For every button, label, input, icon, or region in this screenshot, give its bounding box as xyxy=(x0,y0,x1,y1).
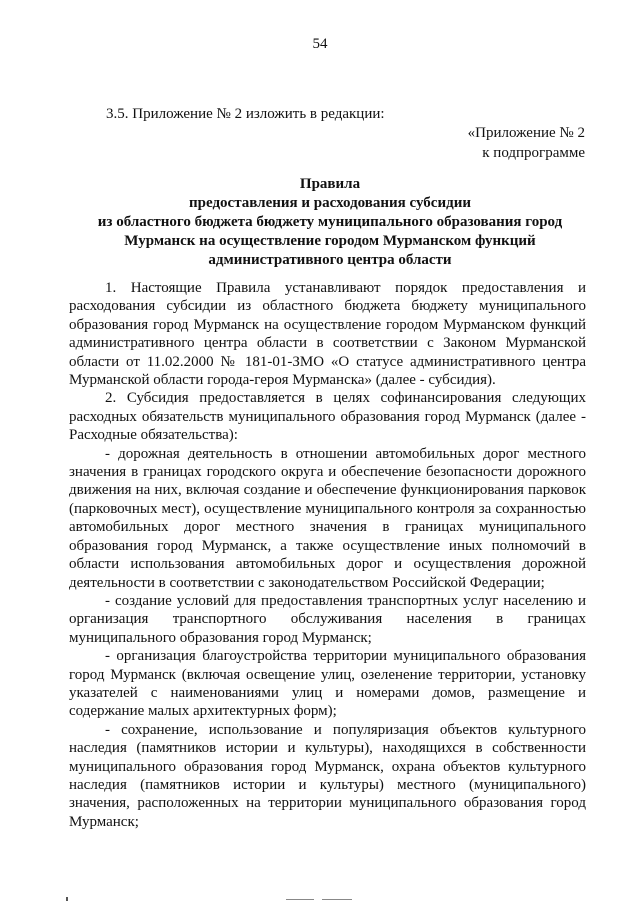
title-line-3: из областного бюджета бюджету муниципального образования город xyxy=(97,214,563,230)
paragraph-2: 2. Субсидия предоставляется в целях софинансирования следующих расходных обязательств муниципального образования город Мурманск (далее - Расходные обязательства): xyxy=(69,390,586,444)
annex-header xyxy=(468,123,585,163)
scan-mark xyxy=(66,897,68,901)
page-number: 54 xyxy=(312,36,328,52)
paragraph-3: - дорожная деятельность в отношении автомобильных дорог местного значения в границах городского округа и обеспечение безопасности дорожного движения на них, включая создание и обеспечение функционирования парковок (парковочных мест), осуществление муниципального контроля за сохранностью автомобильных дорог местного значения в границах муниципального образования город Мурманск, а также осуществление иных полномочий в области использования автомобильных дорог и осуществления дорожной деятельности в соответствии с законодательством Российской Федерации; xyxy=(69,445,586,591)
annex-header-line-2: к подпрограмме xyxy=(482,145,585,161)
scan-mark xyxy=(286,899,314,900)
paragraph-6: - сохранение, использование и популяризация объектов культурного наследия (памятников истории и культуры), находящихся в собственности муниципального образования город Мурманск, охрана объектов культурного наследия (памятников истории и культуры) местного (муниципального) значения, расположенных на территории муниципального образования город Мурманск; xyxy=(69,721,586,830)
title-line-4: Мурманск на осуществление городом Мурманском функций xyxy=(124,233,536,249)
title-line-5: административного центра области xyxy=(208,252,452,268)
scan-mark xyxy=(322,899,352,900)
annex-header-line-1: «Приложение № 2 xyxy=(467,125,585,141)
scan-marks xyxy=(0,897,640,903)
amendment-line: 3.5. Приложение № 2 изложить в редакции: xyxy=(106,106,385,122)
paragraph-1: 1. Настоящие Правила устанавливают порядок предоставления и расходования субсидии из областного бюджета бюджету муниципального образования город Мурманск на осуществление городом Мурманском функций административного центра области в соответствии с Законом Мурманской области от 11.02.2000 № 181-01-ЗМО «О статусе административного центра Мурманской области города-героя Мурманска» (далее - субсидия). xyxy=(69,280,586,389)
paragraph-4: - создание условий для предоставления транспортных услуг населению и организация транспортного обслуживания населения в границах муниципального образования город Мурманск; xyxy=(69,592,586,646)
document-body xyxy=(69,279,586,831)
paragraph-5: - организация благоустройства территории муниципального образования город Мурманск (включая освещение улиц, озеленение территории, установку указателей с наименованиями улиц и номерами домов, размещение и содержание малых архитектурных форм); xyxy=(69,648,586,720)
title-line-1: Правила xyxy=(299,176,361,192)
title-line-2: предоставления и расходования субсидии xyxy=(189,195,471,211)
document-title xyxy=(60,175,600,270)
